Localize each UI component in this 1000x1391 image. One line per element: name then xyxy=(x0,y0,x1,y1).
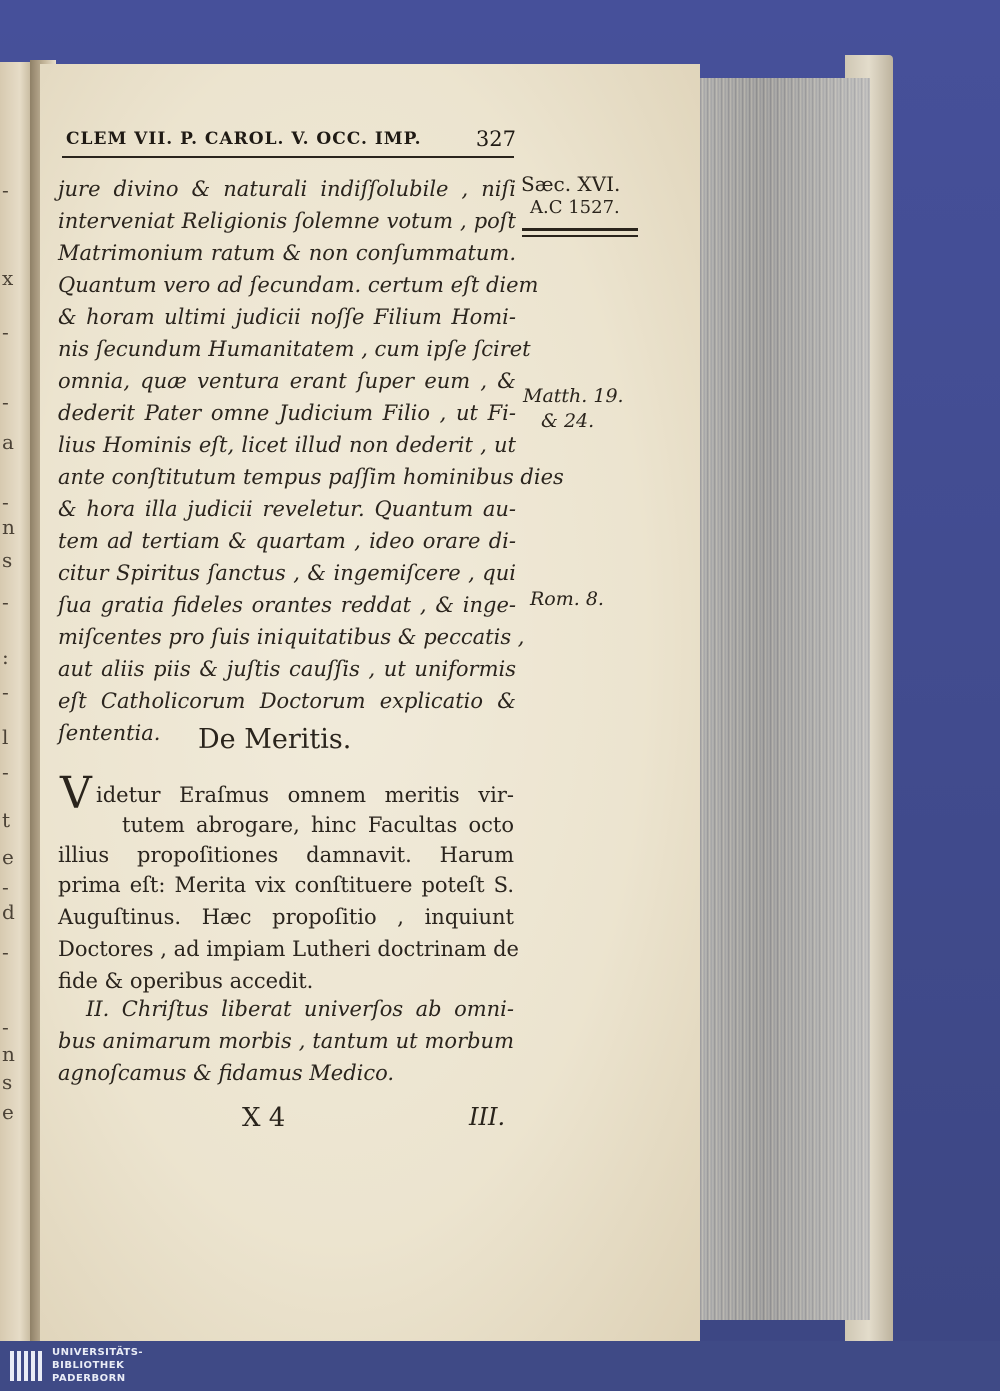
text-line: Matrimonium ratum & non conſummatum. xyxy=(58,241,516,265)
left-glyph: - xyxy=(2,390,9,414)
margin-century: Sæc. XVI. xyxy=(521,172,621,196)
text-line: II. Chriſtus liberat univerſos ab omni- xyxy=(86,997,514,1021)
left-glyph: - xyxy=(2,760,9,784)
footer-bar xyxy=(0,1341,1000,1391)
left-glyph: s xyxy=(2,548,13,572)
margin-reference: & 24. xyxy=(541,410,595,432)
running-header xyxy=(66,127,516,155)
text-line: jure divino & naturali indiſſolubile , niſi xyxy=(58,177,516,201)
margin-rule xyxy=(522,228,638,231)
margin-rule xyxy=(522,235,638,237)
text-line: bus animarum morbis , tantum ut morbum xyxy=(58,1029,514,1053)
text-line: nis ſecundum Humanitatem , cum ipſe ſciret xyxy=(58,337,531,361)
left-glyph: n xyxy=(2,1042,15,1066)
text-line: Quantum vero ad ſecundam. certum eſt diem xyxy=(58,273,539,297)
library-logo-icon xyxy=(6,1345,46,1387)
left-glyph: x xyxy=(2,266,14,290)
margin-year: A.C 1527. xyxy=(530,197,620,218)
drop-capital: V xyxy=(60,768,92,819)
left-glyph: : xyxy=(2,645,9,669)
left-glyph: l xyxy=(2,725,9,749)
text-line: illius propoſitiones damnavit. Harum xyxy=(58,843,514,867)
text-line: ſua gratia fideles orantes reddat , & inge- xyxy=(58,593,516,617)
running-title: CLEM VII. P. CAROL. V. OCC. IMP. xyxy=(66,129,422,149)
text-line: lius Hominis eſt, licet illud non dederit , ut xyxy=(58,433,516,457)
library-name xyxy=(52,1346,143,1385)
left-glyph: - xyxy=(2,875,9,899)
page-number: 327 xyxy=(475,127,516,151)
left-glyph: d xyxy=(2,900,15,924)
library-name-line: UNIVERSITÄTS- xyxy=(52,1347,144,1358)
left-glyph: a xyxy=(2,430,14,454)
text-line: dederit Pater omne Judicium Filio , ut Fi- xyxy=(58,401,516,425)
left-glyph: s xyxy=(2,1070,13,1094)
text-line: interveniat Religionis ſolemne votum , poſt xyxy=(58,209,516,233)
library-name-line: BIBLIOTHEK xyxy=(52,1360,125,1371)
text-line: tutem abrogare, hinc Facultas octo xyxy=(122,813,514,837)
margin-reference: Rom. 8. xyxy=(530,588,604,610)
text-line: miſcentes pro ſuis iniquitatibus & peccatis , xyxy=(58,625,525,649)
left-glyph: n xyxy=(2,515,15,539)
left-glyph: t xyxy=(2,808,11,832)
margin-reference: Matth. 19. xyxy=(523,385,624,407)
text-line: idetur Eraſmus omnem meritis vir- xyxy=(96,783,514,807)
text-line: tem ad tertiam & quartam , ideo orare di- xyxy=(58,529,516,553)
text-line: omnia, quæ ventura erant ſuper eum , & xyxy=(58,369,516,393)
catchword: III. xyxy=(469,1103,506,1131)
left-glyph: - xyxy=(2,320,9,344)
text-line: fide & operibus accedit. xyxy=(58,969,314,993)
section-title: De Meritis. xyxy=(198,724,352,755)
text-line: Doctores , ad impiam Lutheri doctrinam de xyxy=(58,937,519,961)
left-glyph: e xyxy=(2,845,14,869)
signature-mark: X 4 xyxy=(242,1103,286,1133)
header-rule xyxy=(62,156,514,158)
text-line: ante conſtitutum tempus paſſim hominibus dies xyxy=(58,465,564,489)
text-line: aut aliis piis & juſtis cauſſis , ut uniformis xyxy=(58,657,516,681)
left-glyph: - xyxy=(2,178,9,202)
text-line: citur Spiritus ſanctus , & ingemiſcere , qui xyxy=(58,561,516,585)
text-line: eſt Catholicorum Doctorum explicatio & xyxy=(58,689,516,713)
left-glyph: - xyxy=(2,680,9,704)
text-line: ſententia. xyxy=(58,721,161,745)
text-line: & horam ultimi judicii noſſe Filium Homi- xyxy=(58,305,516,329)
library-name-line: PADERBORN xyxy=(52,1373,126,1384)
text-line: Auguſtinus. Hæc propoſitio , inquiunt xyxy=(58,905,514,929)
text-line: & hora illa judicii reveletur. Quantum au- xyxy=(58,497,516,521)
left-glyph: e xyxy=(2,1100,14,1124)
left-glyph: - xyxy=(2,940,9,964)
page-block-edges xyxy=(690,78,870,1320)
left-glyph: - xyxy=(2,490,9,514)
text-line: agnoſcamus & fidamus Medico. xyxy=(58,1061,395,1085)
left-glyph: - xyxy=(2,590,9,614)
left-glyph: - xyxy=(2,1015,9,1039)
text-line: prima eſt: Merita vix conſtituere poteſt S. xyxy=(58,873,514,897)
